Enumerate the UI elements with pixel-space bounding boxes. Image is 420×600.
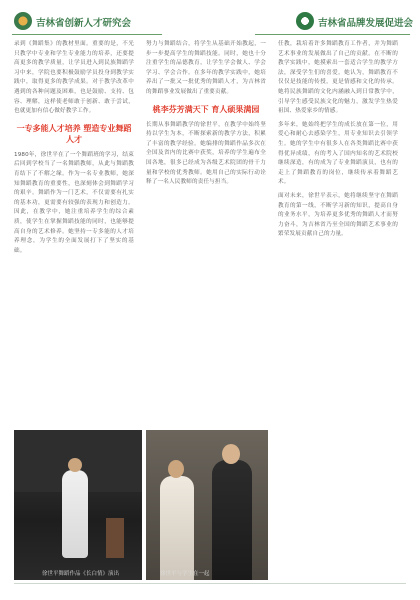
- teacher-photo-caption: 徐世平与学生在一起: [160, 571, 210, 577]
- teacher-students-photo: [146, 430, 268, 580]
- teacher-head: [222, 444, 240, 464]
- student-head: [168, 460, 184, 478]
- col1-paragraph-1: 录到《舞蹈集》的教材里面。重要的是，不光只教学中专业和学生专业能力的培养，还要提高更多的教学质量，让学员进入到民族舞蹈学习中来，学院也要积极鼓励学员投身到教学实践中，取得更多的教学成果。对于教学改革中遇到的各种问题及困难，也是鼓励、支持、包容、理解，这样使老师敢于创新、敢于尝试，也就更加有信心做好教学工作。: [14, 41, 134, 115]
- teacher-figure: [212, 460, 252, 580]
- col2-section-heading: 桃李芬芳满天下 育人硕果满园: [152, 104, 260, 114]
- col2-paragraph-1: 努力与舞蹈结合，将学生从基础开始教起，一步一步提高学生的舞蹈技能。同时，她也十分注重学生的品德教育，让学生学会做人、学会学习、学会合作。在多年的教学实践中，她培养出了一批又一批优秀的舞蹈人才，为吉林省的舞蹈事业发展做出了重要贡献。: [146, 41, 266, 95]
- text-column-1: [14, 40, 134, 422]
- performer-figure: [62, 470, 88, 558]
- col1-paragraph-2: 1980年，徐世平在了一个舞蹈班的学习，结束后回到学校当了一名舞蹈教师，从此与舞蹈教育结下了不解之缘。作为一名专业教师，她深知舞蹈教育的重要性，也深刻体会到舞蹈学习的艰辛。舞蹈作为一门艺术，不仅需要有扎实的基本功，更需要有较强的表现力和创造力。因此，在教学中，她注重培养学生的综合素质，使学生在掌握舞蹈技能的同时，也能够提高自身的艺术修养。她坚持一专多能的人才培养理念，为学生的全面发展打下了坚实的基础。: [14, 151, 134, 254]
- col1-section-heading: 一专多能人才培养 塑造专业舞蹈人才: [16, 123, 132, 144]
- performer-head: [68, 458, 82, 472]
- page-header: [0, 10, 420, 32]
- left-header-title: 吉林省创新人才研究会: [36, 18, 132, 29]
- right-header-title: 吉林省品牌发展促进会: [318, 18, 414, 29]
- col3-paragraph-3: 面对未来，徐世平表示，她将继续坚守在舞蹈教育的第一线，不断学习新的知识，提高自身的业务水平，为培养更多优秀的舞蹈人才而努力奋斗，为吉林省乃至全国的舞蹈艺术事业的繁荣发展贡献自己的力量。: [278, 192, 398, 238]
- stage-performance-photo: [14, 430, 142, 580]
- stage-photo-caption: 徐世平舞蹈作品《长白情》演出: [42, 571, 120, 577]
- header-rule-left: [12, 34, 162, 35]
- col2-paragraph-2: 长期从事舞蹈教学的徐世平，在教学中始终坚持以学生为本，不断探索新的教学方法，积累了丰富的教学经验。她编排的舞蹈作品多次在全国及省内的比赛中获奖，培养的学生遍布全国各地，很多已经成为各级艺术院团的骨干力量和学校的优秀教师。她用自己的实际行动诠释了一名人民教师的责任与担当。: [146, 121, 266, 186]
- text-column-2: [146, 40, 266, 422]
- col3-paragraph-1: 任教，栽培着许多舞蹈教育工作者，并为舞蹈艺术事业的发展做出了自己的贡献。在不断的教学实践中，她摸索出一套适合学生的教学方法，深受学生们的喜爱。她认为，舞蹈教育不仅仅是技能的传授，更是情感和文化的传承。她将民族舞蹈的文化内涵融入到日常教学中，引导学生感受民族文化的魅力，激发学生热爱祖国、热爱家乡的情感。: [278, 41, 398, 115]
- right-logo-icon: [296, 12, 314, 30]
- left-logo-icon: [14, 12, 32, 30]
- header-rule-right: [255, 34, 410, 35]
- text-column-3: [278, 40, 398, 585]
- student-figure: [160, 476, 194, 580]
- page-footer-bar: [14, 583, 406, 590]
- chair-prop: [106, 518, 124, 558]
- col3-paragraph-2: 多年来，她始终把学生的成长放在第一位，用爱心和耐心去感染学生，用专业知识去引领学生。她的学生中有很多人在各类舞蹈比赛中获得优异成绩，有的考入了国内知名的艺术院校继续深造，有的成为了专业舞蹈演员，也有的走上了舞蹈教育的岗位，继续传承着舞蹈艺术。: [278, 121, 398, 186]
